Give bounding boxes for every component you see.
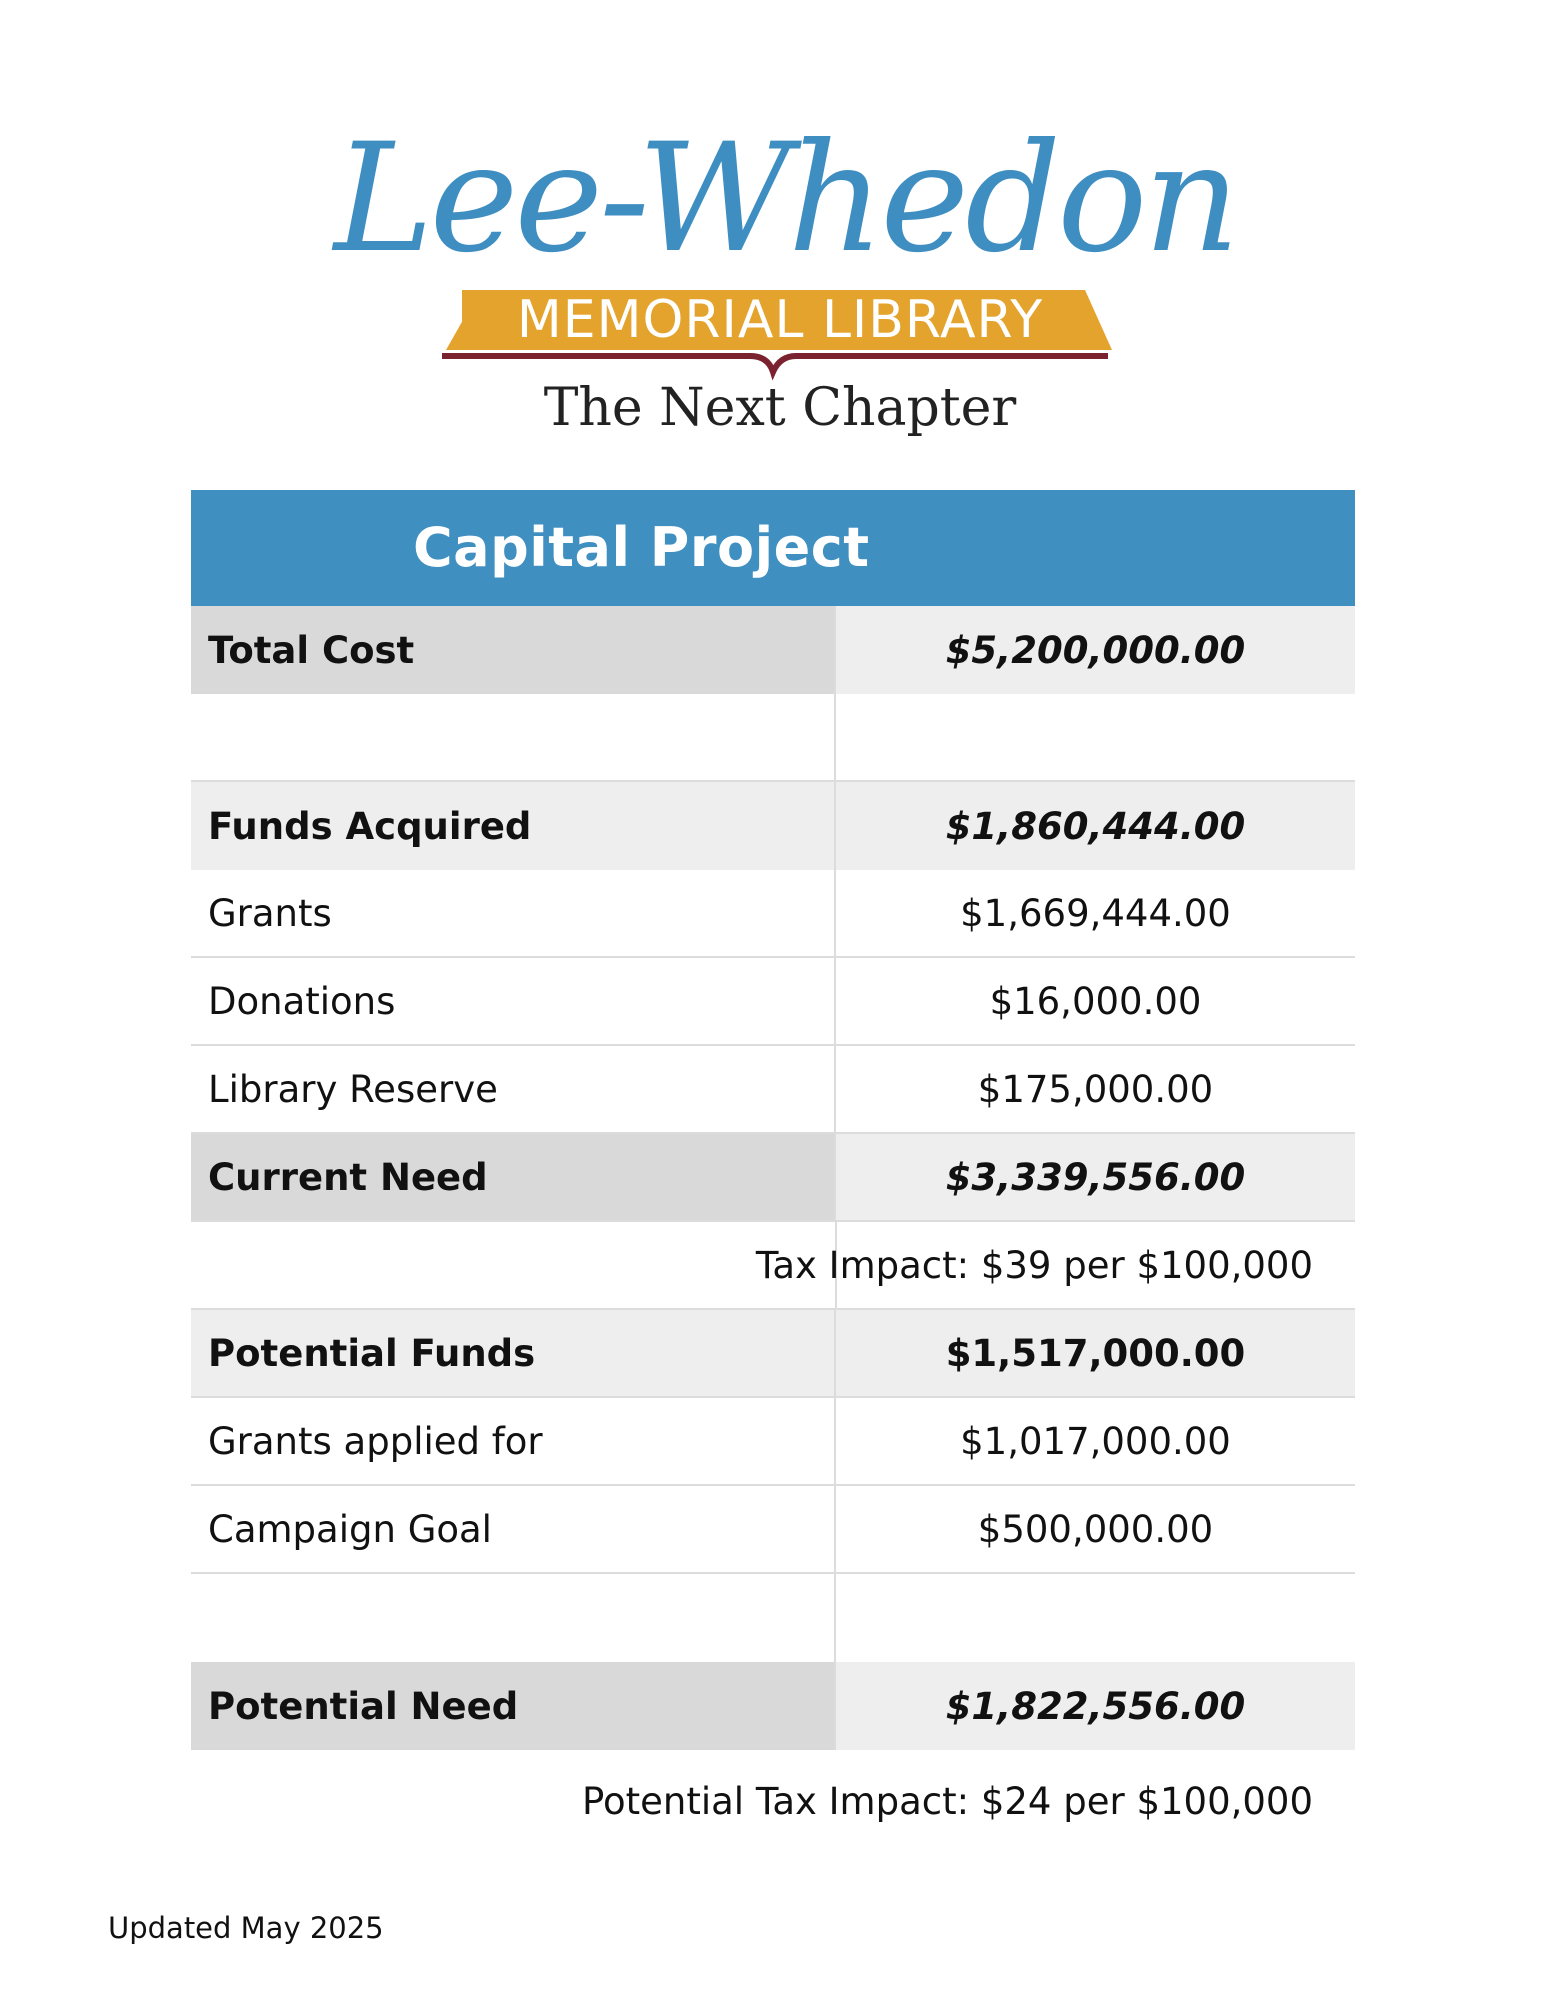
row-label: Campaign Goal <box>191 1486 836 1572</box>
row-grants-applied <box>191 1398 1355 1486</box>
row-value: $3,339,556.00 <box>836 1134 1355 1220</box>
row-value: $5,200,000.00 <box>836 606 1355 694</box>
row-value: $1,517,000.00 <box>836 1310 1355 1396</box>
row-funds-acquired <box>191 782 1355 870</box>
tax-impact-note: Tax Impact: $39 per $100,000 <box>755 1244 1313 1287</box>
book-spine-line <box>442 356 1108 372</box>
row-potential-funds <box>191 1310 1355 1398</box>
row-value: $1,669,444.00 <box>960 891 1231 935</box>
row-campaign-goal <box>191 1486 1355 1574</box>
row-label: Library Reserve <box>191 1046 836 1132</box>
potential-tax-impact-note: Potential Tax Impact: $24 per $100,000 <box>581 1780 1313 1823</box>
updated-date: Updated May 2025 <box>108 1911 384 1945</box>
row-grants <box>191 870 1355 958</box>
row-potential-need <box>191 1662 1355 1750</box>
row-value: $500,000.00 <box>977 1507 1214 1551</box>
logo-banner-text: MEMORIAL LIBRARY <box>516 290 1044 350</box>
row-label <box>191 1222 836 1308</box>
row-value <box>836 1574 1355 1662</box>
row-label: Total Cost <box>191 606 836 694</box>
row-label: Current Need <box>191 1134 836 1220</box>
row-label <box>191 1574 836 1662</box>
row-label: Grants <box>191 870 836 956</box>
row-label: Potential Need <box>191 1662 836 1750</box>
table-header <box>191 490 1355 606</box>
row-label: Potential Funds <box>191 1310 836 1396</box>
table-title: Capital Project <box>413 516 870 579</box>
row-value: $1,822,556.00 <box>836 1662 1355 1750</box>
row-label <box>191 694 836 780</box>
row-spacer <box>191 1574 1355 1662</box>
row-spacer <box>191 694 1355 782</box>
logo-tagline: The Next Chapter <box>543 378 1017 438</box>
capital-project-table <box>191 490 1355 1750</box>
row-value: $16,000.00 <box>989 979 1202 1023</box>
row-value: $1,017,000.00 <box>960 1419 1231 1463</box>
row-current-need <box>191 1134 1355 1222</box>
row-total-cost <box>191 606 1355 694</box>
row-label: Grants applied for <box>191 1398 836 1484</box>
row-tax-impact <box>191 1222 1355 1310</box>
row-label: Funds Acquired <box>191 782 836 870</box>
row-library-reserve <box>191 1046 1355 1134</box>
row-label: Donations <box>191 958 836 1044</box>
row-value <box>836 694 1355 780</box>
row-value: $175,000.00 <box>977 1067 1214 1111</box>
library-logo <box>333 60 1237 460</box>
row-donations <box>191 958 1355 1046</box>
row-value: $1,860,444.00 <box>836 782 1355 870</box>
logo-script-title: Lee-Whedon <box>333 112 1237 286</box>
